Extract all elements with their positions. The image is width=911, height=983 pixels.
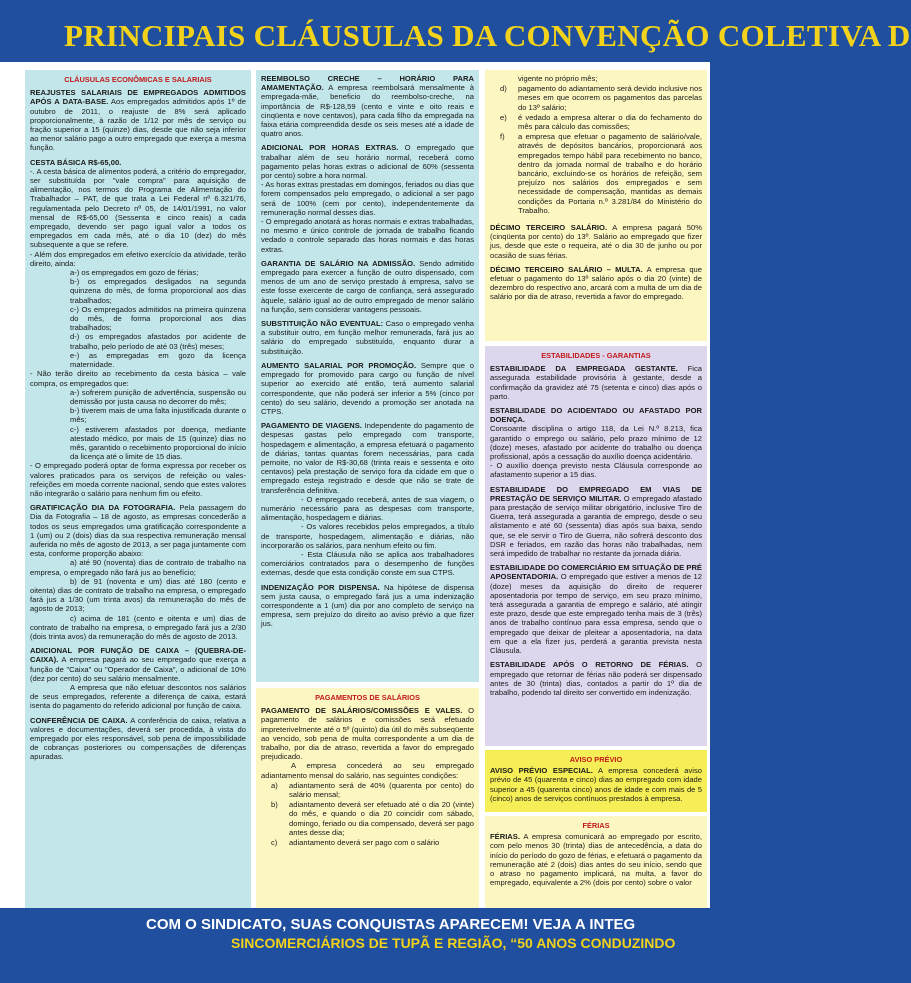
column-right (485, 70, 707, 918)
clause-indenizacao: INDENIZAÇÃO POR DISPENSA. Na hipótese de dispensa sem justa causa, o empregado fará jus a uma indenização correspondente a 1 (um) dia por ano completo de serviço na empresa, sem prejuízo do direito ao aviso prévio a que fizer jus. (261, 582, 475, 629)
clause-cesta-alem: - Além dos empregados em efetivo exercício da atividade, terão direito, ainda: (30, 249, 246, 268)
notice-box (485, 750, 707, 812)
column-middle (256, 70, 479, 910)
section-header: ESTABILIDADES - GARANTIAS (541, 351, 651, 360)
list-item: b) de 91 (noventa e um) dias até 180 (cento e oitenta) dias de contrato de trabalho na empresa, o empregado fará jus a 1/30 (um trinta avos) da remuneração do mês de agosto de 2013; (30, 576, 246, 614)
section-header: CLÁUSULAS ECONÔMICAS E SALARIAIS (64, 75, 212, 84)
list-item: e) é vedado a empresa alterar o dia do fechamento do mês para cálculo das comissões; (500, 112, 702, 132)
clause-militar: ESTABILIDADE DO EMPREGADO EM VIAS DE PRESTAÇÃO DE SERVIÇO MILITAR. O empregado afastado para prestação de serviço militar obrigatório, inclusive Tiro de Guerra, terá assegurada a garantia de emprego, desde o seu alistamento e até 60 (sessenta) dias após sua baixa, sendo que, se ele servir o Tiro de Guerra, não sofrerá desconto dos DSR e feriados, em razão das horas não trabalhadas, nem será impedido de trabalhar no restante da jornada diária. (490, 484, 702, 559)
clause-substituicao: SUBSTITUIÇÃO NÃO EVENTUAL: Caso o empregado venha a substituir outro, em função melhor remunerada, fará jus ao salário do empregado substituído, enquanto durar a substituição. (261, 319, 475, 356)
list-item: b-) os empregados desligados na segunda quinzena do mês, de forma proporcional aos dias trabalhados; (70, 277, 246, 305)
clause-acidentado: ESTABILIDADE DO ACIDENTADO OU AFASTADO POR DOENÇA. (490, 406, 702, 425)
clause-conferencia: CONFERÊNCIA DE CAIXA. A conferência do caixa, relativa a valores e documentações, deverá ser procedida, à vista do empregado por eles responsável, sob pena de impossibilidade de cobranças posteriores ou compensações de diferenças apuradas. (30, 715, 246, 762)
clause-viagens-2: - O empregado receberá, antes de sua viagem, o numerário necessário para as despesas com transporte, alimentação, hospedagem e diárias. (261, 494, 474, 523)
clause-decimo-multa: DÉCIMO TERCEIRO SALÁRIO – MULTA. A empresa que efetuar o pagamento do 13º salário após o dia 20 (vinte) de dezembro do respectivo ano, arcará com a multa de um dia de salário por dia de atraso, revertida a favor do empregado. (490, 264, 702, 302)
clause-cesta-opt: - O empregado poderá optar de forma expressa por receber os valores praticados para os serviços de refeição ou vales-refeições em moeda corrente nacional, sendo que estes valores não integrarão o salário para nenhum fim ou efeito. (30, 461, 246, 498)
payments-continued-box (485, 70, 707, 341)
clause-reajuste: REAJUSTES SALARIAIS DE EMPREGADOS ADMITIDOS APÓS A DATA-BASE. Aos empregados admitidos após 1º de outubro de 2011, o reajuste de 8% será aplicado proporcionalmente, à razão de 1/12 por mês de serviço ou fração superior a 15 (quinze) dias, desde que não seja inferior ao menor salário pago a outro empregado que exerça a mesma função. (30, 88, 246, 153)
clause-gratificacao: GRATIFICAÇÃO DIA DA FOTOGRAFIA. Pela passagem do Dia da Fotografia – 18 de agosto, as empresas concederão a todos os seus empregados uma gratificação correspondente a 1 (um) ou 2 (dois) dias da sua respectiva remuneração mensal auferida no mês de agosto de 2013, a ser paga juntamente com esta, conforme proporção abaixo: (30, 503, 246, 559)
payments-box (256, 688, 479, 910)
clause-acidentado-2: - O auxílio doença previsto nesta Cláusula corresponde ao afastamento superior a 15 dias. (490, 461, 702, 480)
clause-adicional-caixa: ADICIONAL POR FUNÇÃO DE CAIXA – (QUEBRA-DE-CAIXA). A empresa pagará ao seu empregado que exerça a função de "Caixa" ou "Operador de Caixa", o adicional de 10% (dez por cento) do seu salário mensalmente. (30, 646, 246, 683)
list-item: c-) estiverem afastados por doença, mediante atestado médico, por mais de 15 (quinze) dias no mês, garantido o recebimento proporcional do início da licença até o limite de 15 dias. (70, 424, 246, 462)
column-economic-clauses (25, 70, 251, 910)
clause-pagamento-2: A empresa concederá ao seu empregado adiantamento mensal do salário, nas seguintes condições: (261, 761, 474, 780)
economic-clauses-box (25, 70, 251, 910)
list-item: vigente no próprio mês; (518, 74, 598, 83)
document-body (0, 62, 710, 908)
list-item: e-) as empregadas em gozo da licença maternidade. (70, 350, 246, 370)
clause-decimo: DÉCIMO TERCEIRO SALÁRIO. A empresa pagará 50% (cinqüenta por cento) do 13º. Salário ao empregado que fizer jus, desde que este o requeira, até o dia 30 de junho ou por ocasião de suas férias. (490, 223, 702, 260)
footer-banner (0, 908, 710, 983)
middle-clauses-box (256, 70, 479, 682)
clause-viagens-3: - Os valores recebidos pelos empregados, a título de transporte, hospedagem, alimentação e diárias, não incorporarão os salários, para nenhum efeito ou fim. (261, 522, 474, 550)
clause-viagens-4: - Esta Cláusula não se aplica aos trabalhadores comerciários contratados para o desempenho de funções externas, desde que esta condição conste em sua CTPS. (261, 549, 474, 578)
clause-cesta-body: -. A cesta básica de alimentos poderá, a critério do empregador, ser substituída por "vale compra" para aquisição de alimentação, nos termos do Programa de Alimentação do Trabalhador – PAT, de que trata a Lei Federal nº 6.321/76, regulamentada pelo Decreto nº 05, de 14/01/1991, no valor mensal de R$-65,00 (Sessenta e cinco reais) a cada empregado, devendo ser pago igual valor a todos os empregados em cada mês, até o dia 10 (dez) do mês subsequente a que se refere. (30, 166, 246, 250)
clause-horas-extras-2: - As horas extras prestadas em domingos, feriados ou dias que forem compensados pelo empregado, o adicional a ser pago será de 100% (cem por cento), independentemente da remuneração normal desses dias. (261, 180, 474, 217)
section-header: FÉRIAS (582, 821, 610, 830)
clause-retorno-ferias: ESTABILIDADE APÓS O RETORNO DE FÉRIAS. O empregado que retornar de férias não poderá ser dispensado antes de 30 (trinta) dias, contados a partir do 1º dia de trabalho, podendo tal direito ser convertido em indenização. (490, 660, 702, 697)
clause-viagens: PAGAMENTO DE VIAGENS. Independente do pagamento de despesas gastas pelo empregado com transporte, hospedagem e alimentação, a empresa efetuará o pagamento de diárias, tantas quantas forem necessárias, para cada pernoite, no valor de R$-30,68 (trinta reais e sessenta e oito centavos) pela prestação de serviço fora da cidade em que o empregado esteja registrado e desde que não se trate de transferência definitiva. (261, 421, 474, 495)
clause-pagamento: PAGAMENTO DE SALÁRIOS/COMISSÕES E VALES. O pagamento de salários e comissões será efetuado impreterivelmente até o 5º (quinto) dia útil do mês subseqüente ao vencido, sob pena de multa correspondente a um dia de trabalho, por dia de atraso, revertida a favor do empregado prejudicado. (261, 706, 474, 762)
list-item: d) pagamento do adiantamento será devido inclusive nos meses em que ocorrem os pagamentos das parcelas do 13º salário; (500, 84, 702, 112)
list-item: f) a empresa que efetuar o pagamento de salário/vale, através de depósitos bancários, proporcionará aos empregados tempo hábil para recebimento no banco, dentro da jornada normal de trabalho e do horário bancário, excluindo-se os horários de refeição, sem prejuízo nos salários dos empregados e sem necessidade de compensação, mantidas as demais condições da Portaria n.º 3.281/84 do Ministério do Trabalho. (500, 132, 702, 215)
clause-gestante: ESTABILIDADE DA EMPREGADA GESTANTE. Fica assegurada estabilidade provisória à gestante, desde a confirmação da gravidez até 75 (setenta e cinco) dias após o parto. (490, 364, 702, 401)
clause-adicional-caixa-2: A empresa que não efetuar descontos nos salários de seus empregados, referente a diferença de caixa, estará isenta do pagamento do referido adicional por função de caixa. (30, 683, 246, 711)
footer-line-2: SINCOMERCIÁRIOS DE TUPÃ E REGIÃO, “50 ANOS CONDUZINDO (231, 935, 676, 951)
page-title-bar (0, 0, 911, 62)
footer-line-1: COM O SINDICATO, SUAS CONQUISTAS APARECEM! VEJA A INTEG (146, 916, 636, 933)
list-item: a-) sofrerem punição de advertência, suspensão ou demissão por justa causa no decorrer do mês; (70, 387, 246, 406)
list-item: a-) os empregados em gozo de férias; (70, 268, 199, 278)
list-item: c-) Os empregados admitidos na primeira quinzena do mês, de forma proporcional aos dias trabalhados; (70, 304, 246, 333)
clause-aposentadoria: ESTABILIDADE DO COMERCIÁRIO EM SITUAÇÃO DE PRÉ APOSENTADORIA. O empregado que estiver a menos de 12 (doze) meses da aquisição do direito de requerer aposentadoria por tempo de serviço, em seu prazo mínimo, terá assegurada a garantia de emprego e salário, até atingir este prazo, desde que este empregado tenha mais de 3 (três) anos de trabalho contínuo para essa empresa, sendo que o empregado que deixar de pleitear a aposentadoria, na data em que a ela fizer jus, perderá a garantia prevista nesta Cláusula. (490, 563, 702, 656)
stability-box (485, 346, 707, 746)
clause-garantia: GARANTIA DE SALÁRIO NA ADMISSÃO. Sendo admitido empregado para exercer a função de outro dispensado, com menos de um ano de serviço prestado à empresa, salvo se este fosse exercente de cargo de confiança, será assegurado àquele, salário igual ao de outro empregado de menor salário na função, sem considerar vantagens pessoais. (261, 258, 474, 314)
clause-aviso-previo: AVISO PRÉVIO ESPECIAL. A empresa concederá aviso prévio de 45 (quarenta e cinco) dias ao empregado com idade superior a 45 (quarenta cinco) anos de idade e com mais de 5 (cinco) anos de serviços contínuos prestados à empresa. (490, 766, 702, 803)
section-header: AVISO PRÉVIO (569, 755, 623, 764)
page-title: PRINCIPAIS CLÁUSULAS DA CONVENÇÃO COLETIVA D (64, 18, 911, 53)
list-item: a) adiantamento será de 40% (quarenta por cento) do salário mensal; (271, 780, 474, 800)
clause-creche: REEMBOLSO CRECHE – HORÁRIO PARA AMAMENTAÇÃO. A empresa reembolsará mensalmente à empregada-mãe, beneficio do reembolso-creche, na importância de R$-128,59 (cento e vinte e oito reais e cinqüenta e nove centavos), para cada filho da empregada na faixa etária compreendida desde os seis meses até a idade de quatro anos. (261, 74, 474, 139)
clause-cesta-nao: - Não terão direito ao recebimento da cesta básica – vale compra, os empregados que: (30, 369, 246, 388)
list-item: c) adiantamento deverá ser pago com o salário (271, 838, 440, 848)
list-item: a) até 90 (noventa) dias de contrato de trabalho na empresa, o empregado não fará jus ao benefício; (30, 558, 246, 577)
clause-aumento: AUMENTO SALARIAL POR PROMOÇÃO. Sempre que o empregado for promovido para cargo ou função de nível superior ao exercido até então, terá aumento salarial correspondente, que não poderá ser inferior a 5% (cinco por cento) do seu salário, devendo a promoção ser anotada na CTPS. (261, 360, 474, 416)
clause-cesta-head: CESTA BÁSICA R$-65,00. (30, 157, 122, 167)
list-item: b-) tiverem mais de uma falta injustificada durante o mês; (70, 406, 246, 425)
clause-ferias: FÉRIAS. A empresa comunicará ao empregado por escrito, com pelo menos 30 (trinta) dias de antecedência, a data do início do período do gozo de férias, e efetuará o pagamento da remuneração até 2 (dois) dias antes do seu início, sendo que o atraso no pagamento implicará, na multa, a favor do empregado, equivalente a 2% (dois por cento) sobre o valor (490, 832, 702, 888)
clause-horas-extras: ADICIONAL POR HORAS EXTRAS. O empregado que trabalhar além de seu horário normal, receberá como pagamento pelas horas extras o adicional de 60% (sessenta por cento) sobre a hora normal. (261, 143, 474, 181)
vacation-box (485, 816, 707, 918)
list-item: b) adiantamento deverá ser efetuado até o dia 20 (vinte) do mês, e quando o dia 20 coincidir com sábado, domingo, feriado ou dia compensado, deverá ser pago antes desse dia; (271, 800, 474, 837)
clause-acidentado-body: Consoante disciplina o artigo 118, da Lei N.º 8.213, fica garantido o emprego ou salário, pelo prazo mínimo de 12 (doze) meses, afastado por acidente do trabalho ou doença profissional, após a cessação do auxílio doença acidentário. (490, 424, 702, 462)
list-item: c) acima de 181 (cento e oitenta e um) dias de contrato de trabalho na empresa, o empregado fará jus a 2/30 (dois trinta avos) da remuneração do mês de agosto de 2013. (30, 613, 246, 641)
list-item: d-) os empregados afastados por acidente de trabalho, pelo período de até 03 (três) meses; (70, 332, 246, 351)
clause-horas-extras-3: - O empregado anotará as horas normais e extras trabalhadas, no mesmo e único controle de jornada de trabalho ficando vedado o controle separado das horas normais e das horas extras. (261, 217, 474, 254)
section-header: PAGAMENTOS DE SALÁRIOS (315, 693, 420, 702)
